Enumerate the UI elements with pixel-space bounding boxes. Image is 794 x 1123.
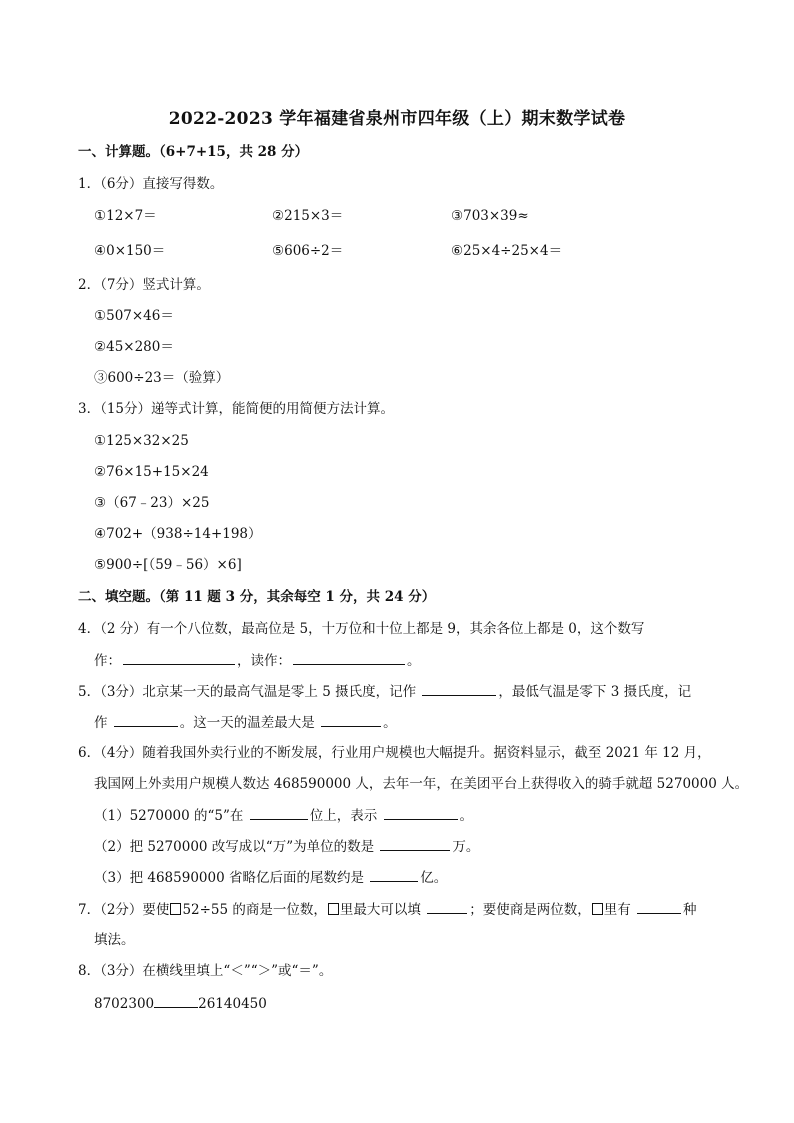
question-4-line-1: 4．（2 分）有一个八位数，最高位是 5，十万位和十位上都是 9，其余各位上都是 0，这个数写 <box>78 621 645 637</box>
question-8-compare <box>94 994 267 1013</box>
q5-text-2: ，最低气温是零下 3 摄氏度，记 <box>498 684 692 700</box>
q3-item-2: ②76×15+15×24 <box>94 464 209 480</box>
q7-text-1: 7．（2分）要使 <box>78 902 170 918</box>
q7-text-5: 里有 <box>603 902 631 918</box>
q6-answer-blank-place[interactable] <box>250 806 308 820</box>
question-2-stem: 2．（7分）竖式计算。 <box>78 277 210 293</box>
q4-label-read: ，读作： <box>237 653 291 669</box>
q6-answer-blank-meaning[interactable] <box>384 806 458 820</box>
page-title: 2022-2023 学年福建省泉州市四年级（上）期末数学试卷 <box>168 109 626 129</box>
q4-answer-blank-write[interactable] <box>123 651 235 665</box>
q4-period: 。 <box>407 653 421 669</box>
q8-right-number: 26140450 <box>198 996 267 1012</box>
q7-answer-blank-max[interactable] <box>427 900 467 914</box>
section-heading-fill-blank: 二、填空题。（第 11 题 3 分，其余每空 1 分，共 24 分） <box>78 589 436 605</box>
question-7-line-2: 填法。 <box>94 932 135 948</box>
q5-text-3: 作 <box>94 715 108 731</box>
question-6-line-2: 我国网上外卖用户规模人数达 468590000 人，去年一年，在美团平台上获得收入的骑手就超 5270000 人。 <box>94 776 749 792</box>
q4-answer-blank-read[interactable] <box>293 651 405 665</box>
q6-sub2-text-2: 万。 <box>452 839 480 855</box>
q5-period: 。 <box>383 715 397 731</box>
question-7-line-1 <box>78 900 697 919</box>
q2-item-3: ③600÷23＝（验算） <box>94 370 230 386</box>
question-8-stem: 8．（3分）在横线里填上“＜”“＞”或“＝”。 <box>78 963 333 979</box>
q6-sub1-text-1: （1）5270000 的“5”在 <box>94 808 244 824</box>
q6-answer-blank-yi[interactable] <box>370 868 418 882</box>
question-5-line-2 <box>94 713 397 732</box>
q6-answer-blank-wan[interactable] <box>380 837 450 851</box>
q7-text-3: 里最大可以填 <box>339 902 421 918</box>
question-6-sub-2 <box>94 837 479 856</box>
q5-answer-blank-diff[interactable] <box>321 713 381 727</box>
q1-item-1: ①12×7＝ <box>94 208 157 224</box>
q3-item-4: ④702+（938÷14+198） <box>94 526 262 542</box>
q8-answer-blank[interactable] <box>154 994 198 1008</box>
q1-item-2: ②215×3＝ <box>272 208 344 224</box>
q7-digit-box-icon <box>170 903 181 915</box>
q6-sub1-text-2: 位上，表示 <box>309 808 378 824</box>
q7-answer-blank-count[interactable] <box>637 900 681 914</box>
q6-sub3-text-2: 亿。 <box>420 870 448 886</box>
q3-item-3: ③（67﹣23）×25 <box>94 495 210 511</box>
q1-item-5: ⑤606÷2＝ <box>272 243 344 259</box>
q3-item-1: ①125×32×25 <box>94 433 189 449</box>
q7-text-6: 种 <box>683 902 697 918</box>
question-6-line-1: 6．（4分）随着我国外卖行业的不断发展，行业用户规模也大幅提升。据资料显示，截至 2021 年 12 月， <box>78 745 711 761</box>
q1-item-3: ③703×39≈ <box>451 208 529 224</box>
section-heading-calculation: 一、计算题。（6+7+15，共 28 分） <box>78 144 309 160</box>
q7-text-4: ；要使商是两位数， <box>469 902 591 918</box>
question-1-stem: 1．（6分）直接写得数。 <box>78 176 224 192</box>
q5-answer-blank-high[interactable] <box>422 682 496 696</box>
q5-text-4: 。这一天的温差最大是 <box>179 715 315 731</box>
question-3-stem: 3．（15分）递等式计算，能简便的用简便方法计算。 <box>78 401 395 417</box>
question-6-sub-1 <box>94 806 473 825</box>
q3-item-5: ⑤900÷[（59﹣56）×6] <box>94 557 242 573</box>
question-4-line-2 <box>94 651 421 670</box>
q1-item-4: ④0×150＝ <box>94 243 166 259</box>
q1-item-6: ⑥25×4÷25×4＝ <box>451 243 563 259</box>
q6-sub3-text-1: （3）把 468590000 省略亿后面的尾数约是 <box>94 870 364 886</box>
q2-item-2: ②45×280＝ <box>94 339 174 355</box>
q5-answer-blank-low[interactable] <box>114 713 178 727</box>
q2-item-1: ①507×46＝ <box>94 308 174 324</box>
q5-text-1: 5．（3分）北京某一天的最高气温是零上 5 摄氏度，记作 <box>78 684 417 700</box>
q6-sub2-text-1: （2）把 5270000 改写成以“万”为单位的数是 <box>94 839 375 855</box>
q7-digit-box-icon-3 <box>592 903 603 915</box>
question-5-line-1 <box>78 682 691 701</box>
q6-sub1-period: 。 <box>459 808 473 824</box>
q8-left-number: 8702300 <box>94 996 155 1012</box>
q4-label-write: 作： <box>94 653 121 669</box>
q7-digit-box-icon-2 <box>328 903 339 915</box>
q7-text-2: 52÷55 的商是一位数， <box>182 902 327 918</box>
question-6-sub-3 <box>94 868 447 887</box>
